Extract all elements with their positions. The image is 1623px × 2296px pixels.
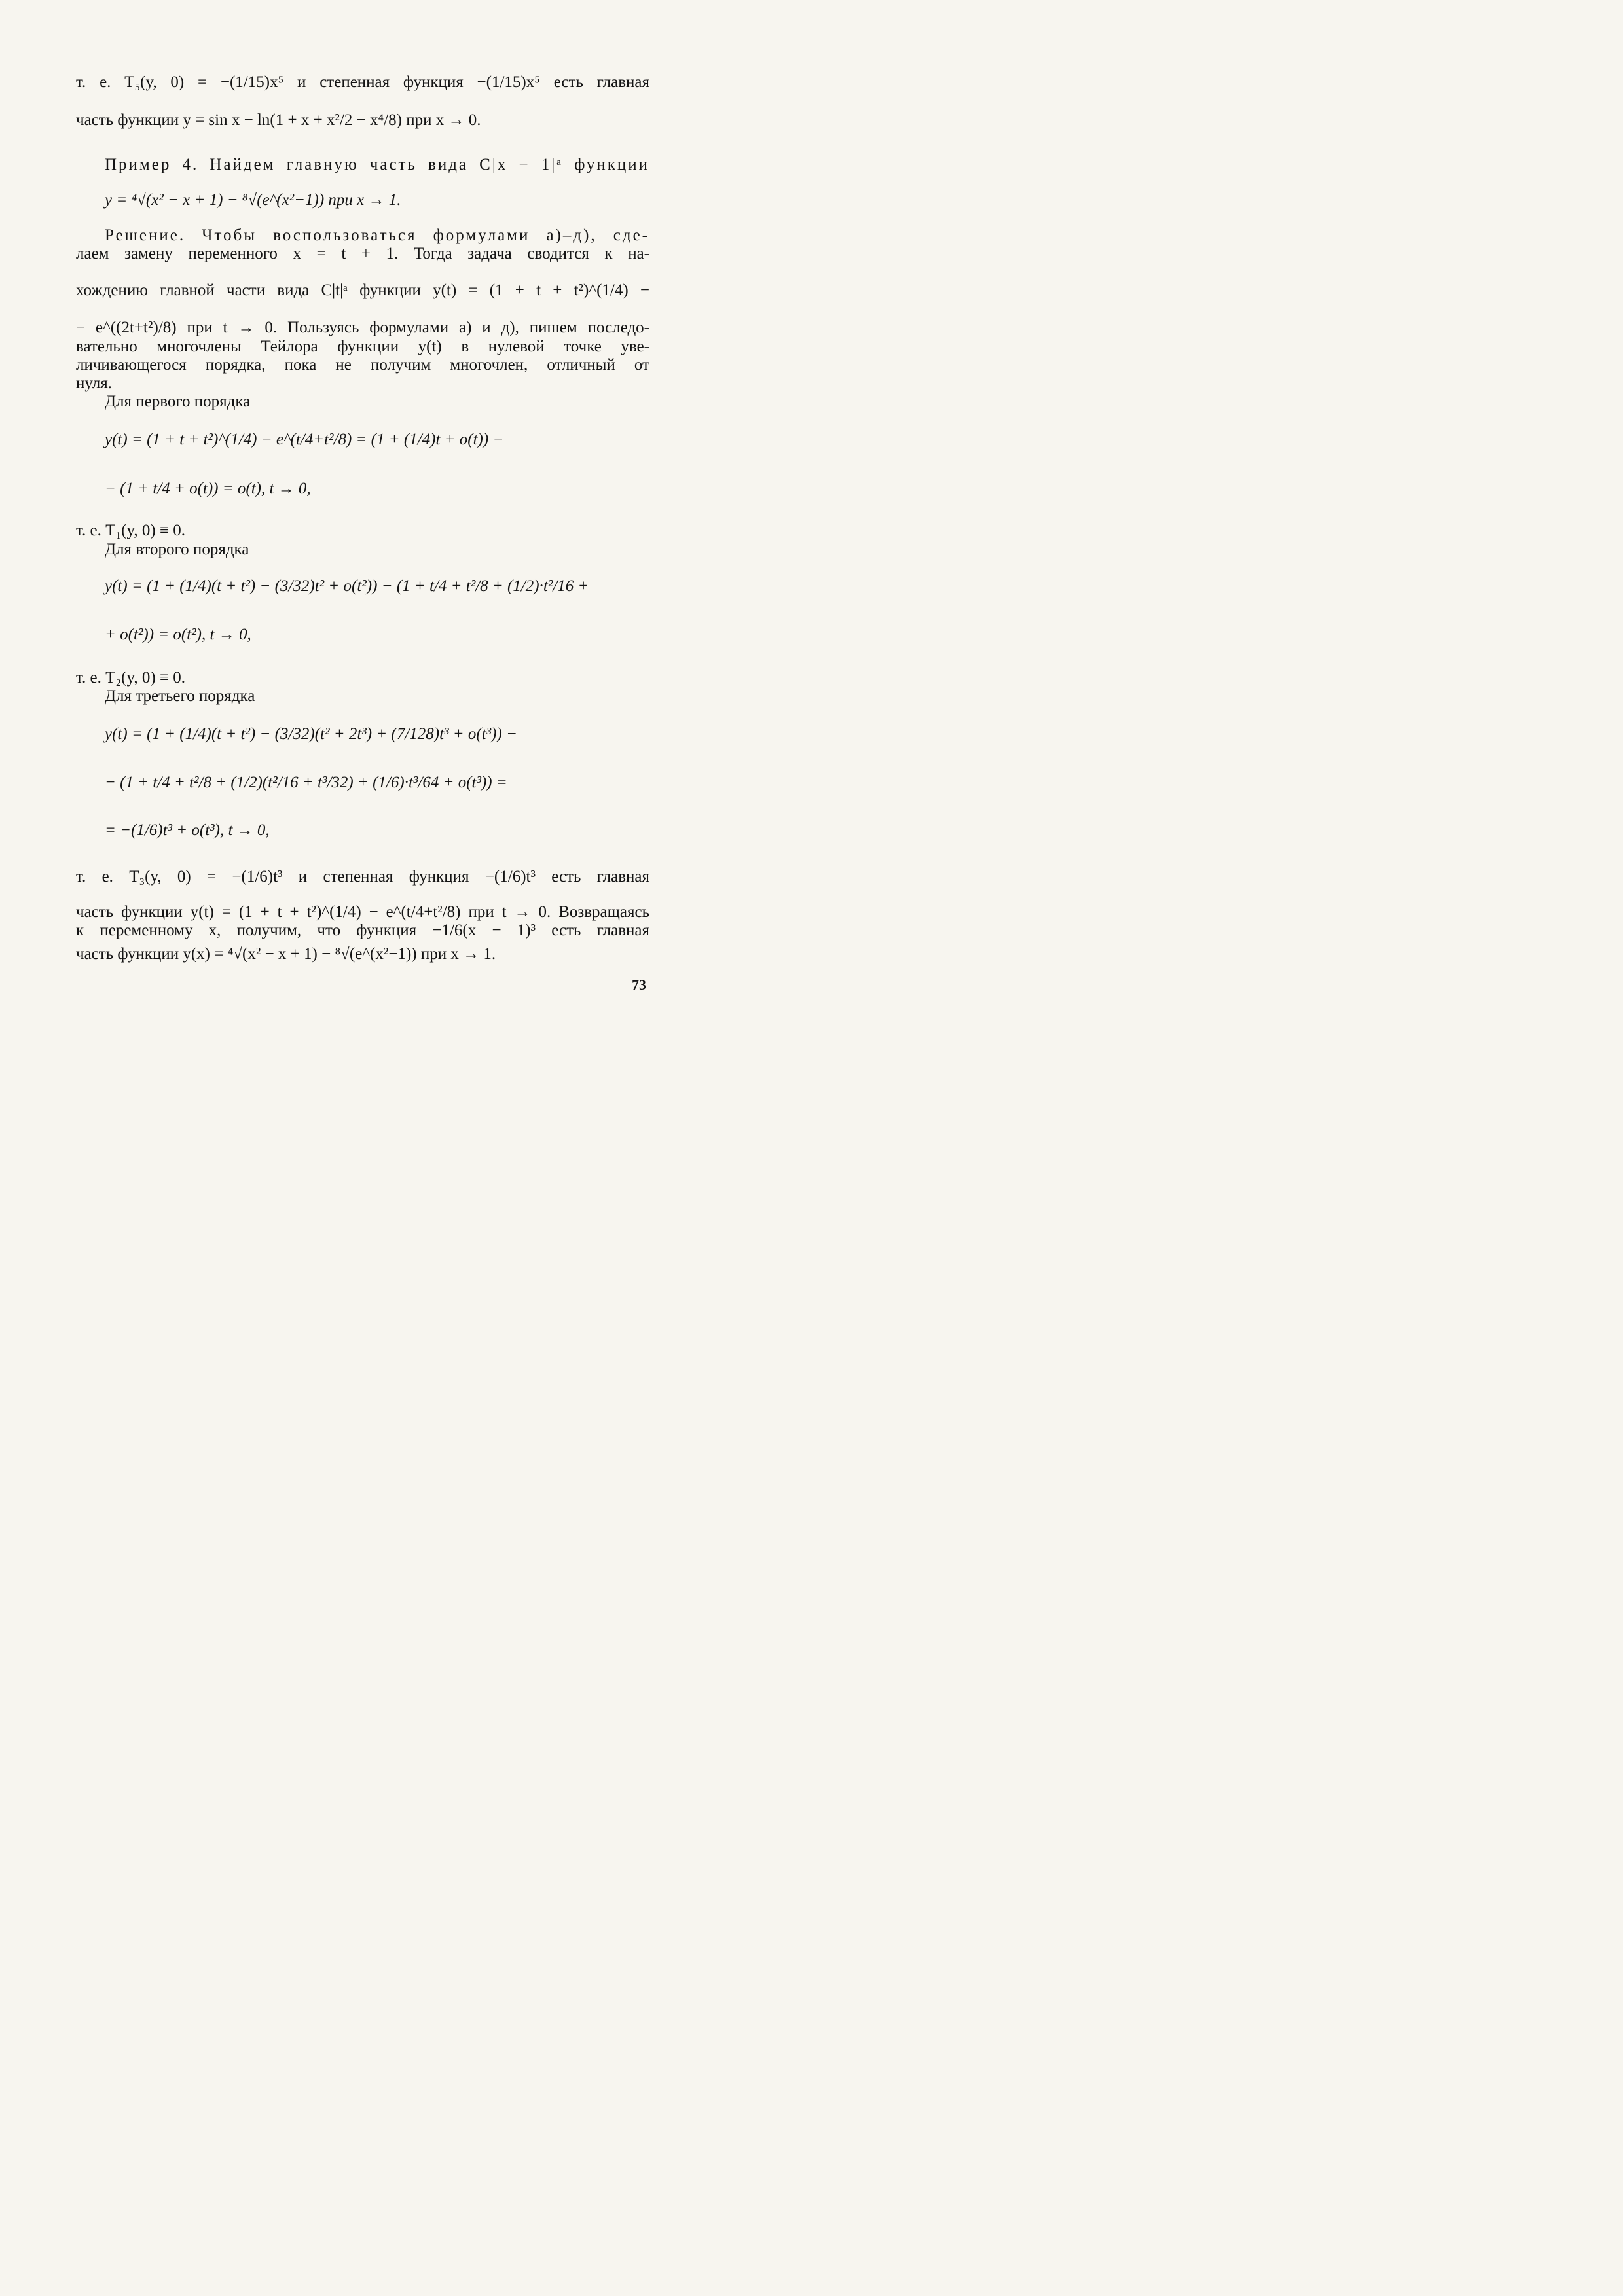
text-line: личивающегося порядка, пока не получим многочлен, отличный от bbox=[76, 356, 649, 374]
formula: − (1 + t/4 + o(t)) = o(t), t → 0, bbox=[105, 480, 311, 497]
formula: y(t) = (1 + t + t²)^(1/4) − e^(t/4+t²/8) = (1 + (1/4)t + o(t)) − bbox=[105, 431, 504, 448]
formula: = −(1/6)t³ + o(t³), t → 0, bbox=[105, 821, 270, 839]
text-line: т. е. T₃(y, 0) = −(1/6)t³ и степенная функция −(1/6)t³ есть главная bbox=[76, 868, 649, 886]
formula: y(t) = (1 + (1/4)(t + t²) − (3/32)t² + o(t²)) − (1 + t/4 + t²/8 + (1/2)·t²/16 + bbox=[105, 577, 589, 595]
text-line: часть функции y(t) = (1 + t + t²)^(1/4) − e^(t/4+t²/8) при t → 0. Возвращаясь bbox=[76, 903, 649, 921]
text-line: часть функции y = sin x − ln(1 + x + x²/2 − x⁴/8) при x → 0. bbox=[76, 111, 481, 129]
text-line: часть функции y(x) = ⁴√(x² − x + 1) − ⁸√(e^(x²−1)) при x → 1. bbox=[76, 945, 496, 963]
example-heading: Пример 4. Найдем главную часть вида C|x − 1|ᵃ функции bbox=[105, 156, 649, 173]
solution-text: Решение. Чтобы воспользоваться формулами а)–д), сде- bbox=[105, 226, 649, 244]
text-line: нуля. bbox=[76, 374, 113, 392]
subheading: Для первого порядка bbox=[105, 393, 251, 410]
text-line: т. е. T₅(y, 0) = −(1/15)x⁵ и степенная функция −(1/15)x⁵ есть главная bbox=[76, 73, 649, 91]
text-line: т. е. T₁(y, 0) ≡ 0. bbox=[76, 522, 186, 539]
text-line: хождению главной части вида C|t|ᵃ функции y(t) = (1 + t + t²)^(1/4) − bbox=[76, 281, 649, 299]
text-line: т. е. T₂(y, 0) ≡ 0. bbox=[76, 669, 186, 687]
formula: y = ⁴√(x² − x + 1) − ⁸√(e^(x²−1)) при x → 1. bbox=[105, 191, 401, 209]
formula: − (1 + t/4 + t²/8 + (1/2)(t²/16 + t³/32) + (1/6)·t³/64 + o(t³)) = bbox=[105, 774, 507, 791]
page-number: 73 bbox=[632, 977, 646, 993]
text-line: к переменному x, получим, что функция −1/6(x − 1)³ есть главная bbox=[76, 922, 649, 939]
subheading: Для третьего порядка bbox=[105, 687, 255, 705]
text-line: лаем замену переменного x = t + 1. Тогда задача сводится к на- bbox=[76, 245, 649, 262]
formula: + o(t²)) = o(t²), t → 0, bbox=[105, 626, 251, 643]
text-line: вательно многочлены Тейлора функции y(t) в нулевой точке уве- bbox=[76, 338, 649, 355]
text-line: − e^((2t+t²)/8) при t → 0. Пользуясь формулами а) и д), пишем последо- bbox=[76, 319, 649, 336]
subheading: Для второго порядка bbox=[105, 541, 249, 558]
book-page bbox=[0, 0, 724, 1024]
formula: y(t) = (1 + (1/4)(t + t²) − (3/32)(t² + 2t³) + (7/128)t³ + o(t³)) − bbox=[105, 725, 517, 743]
